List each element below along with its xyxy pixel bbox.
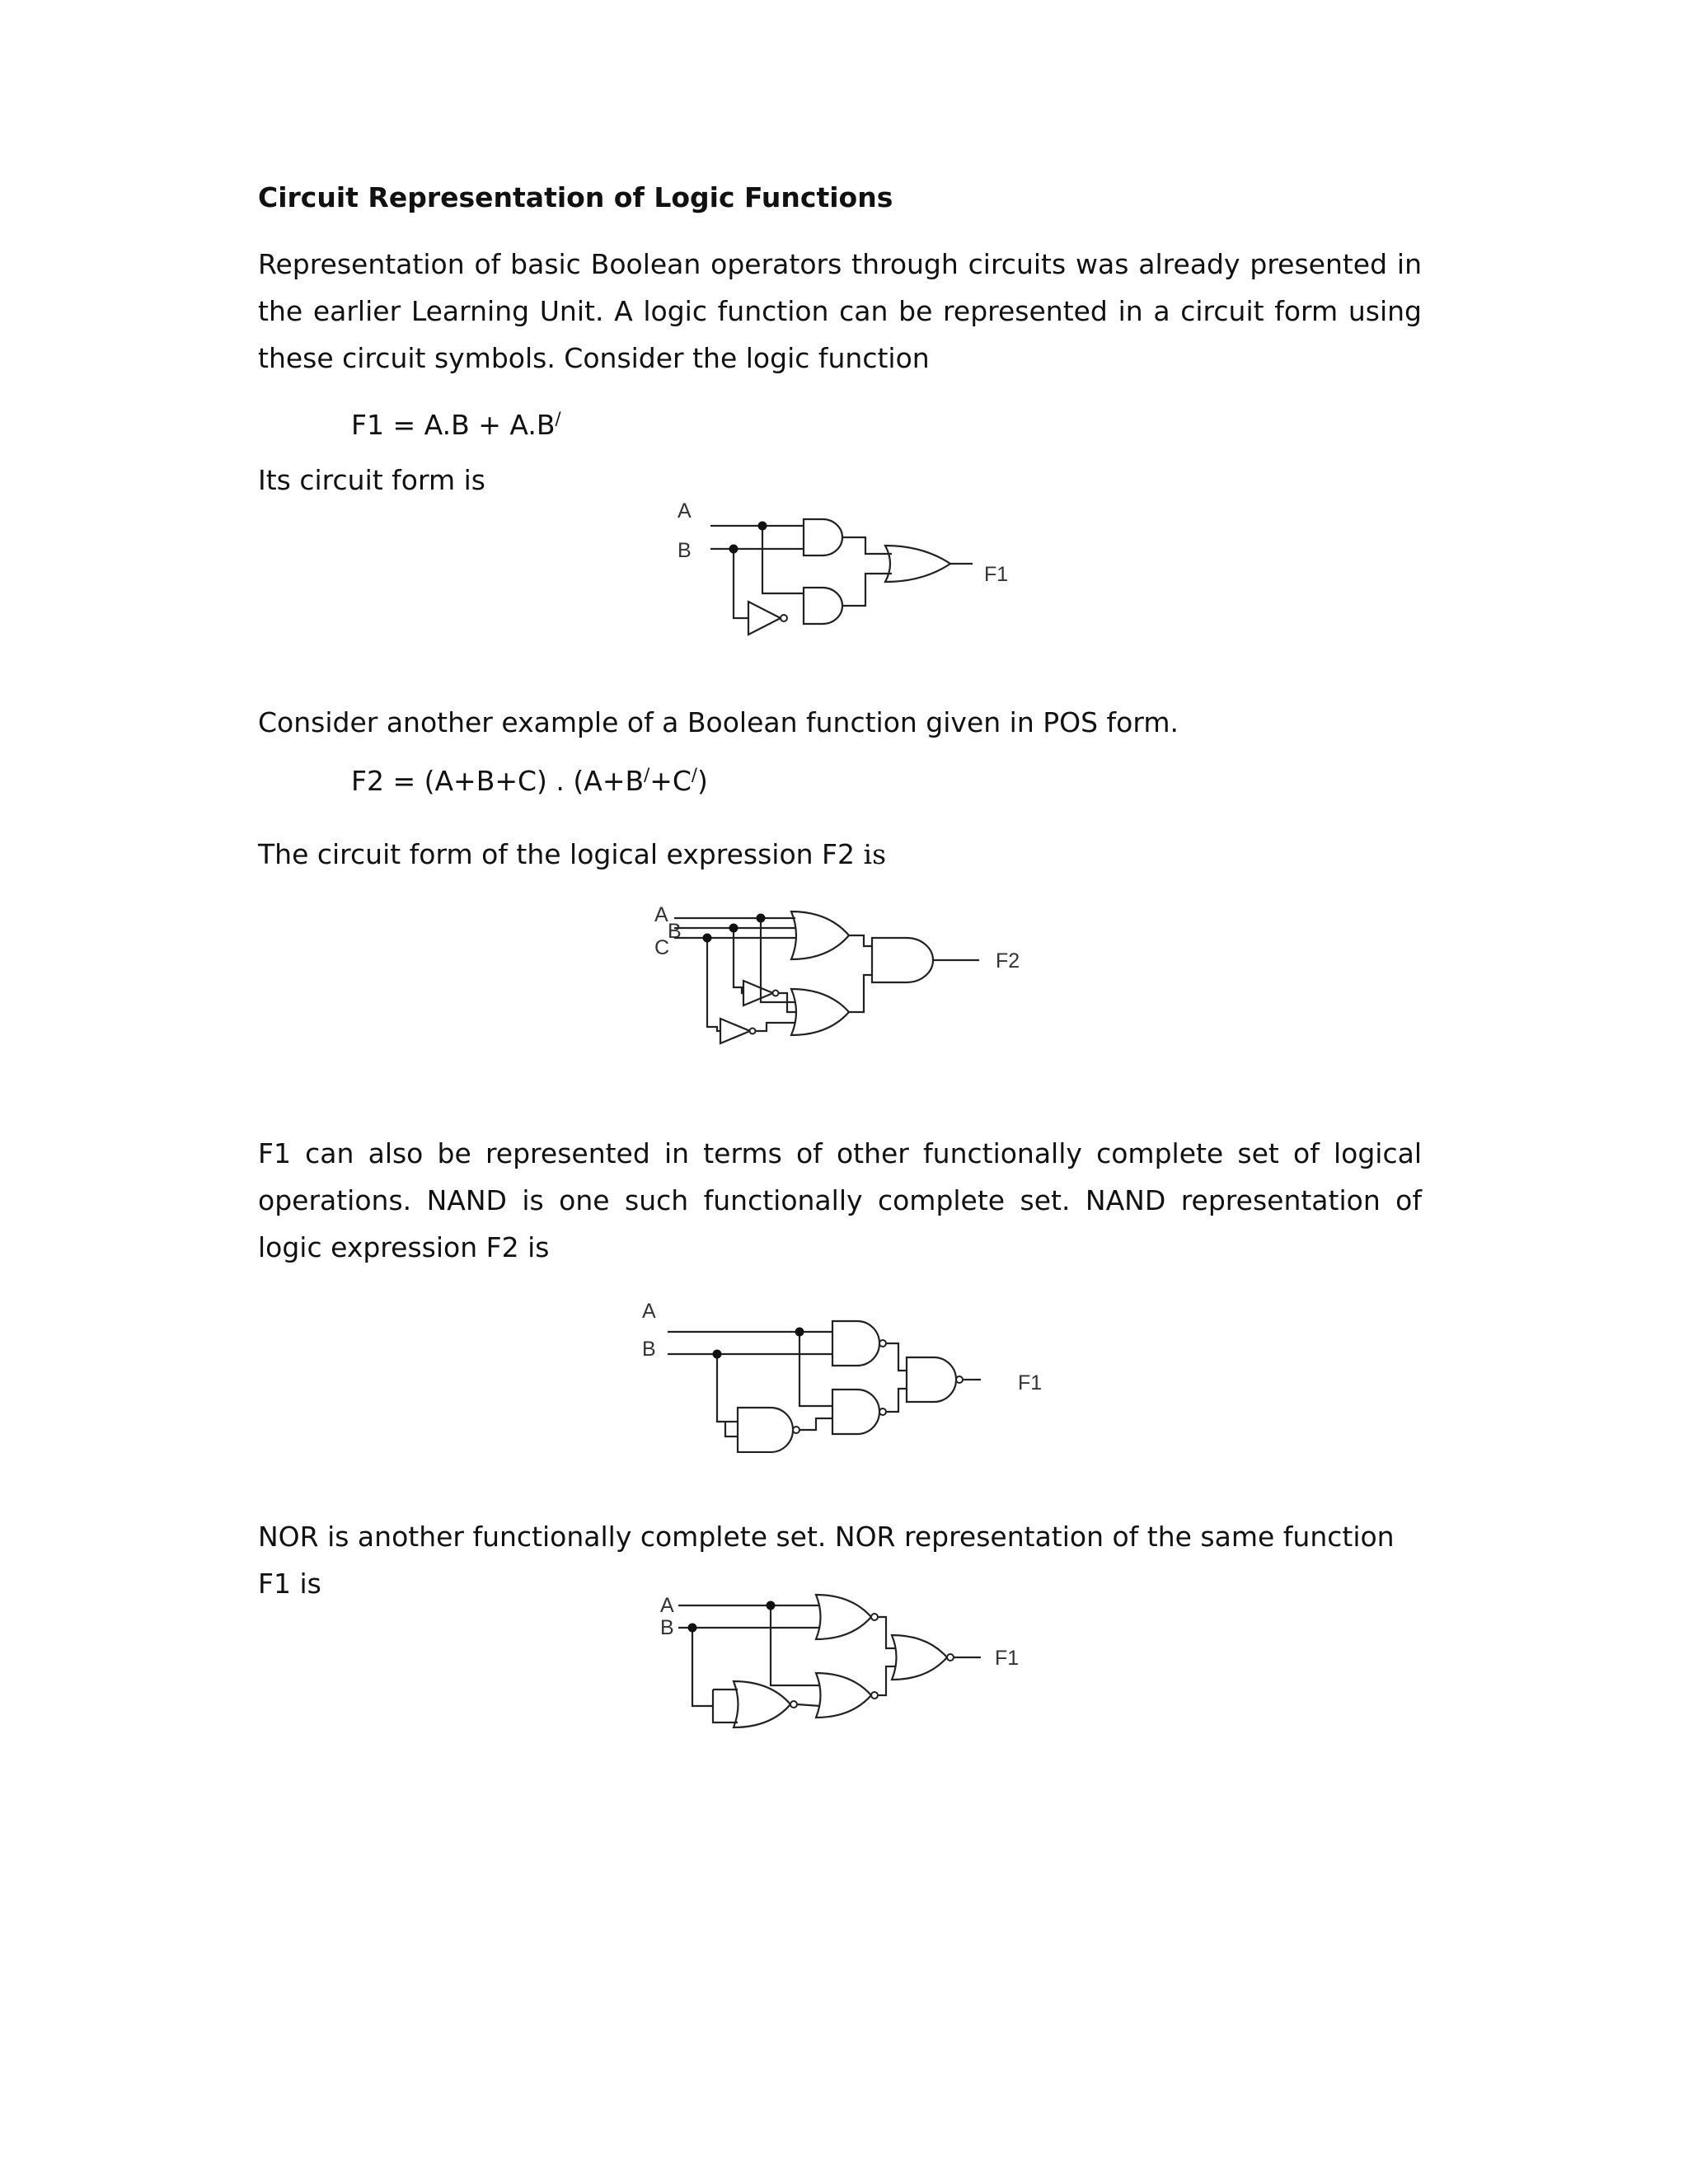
page-title: Circuit Representation of Logic Functions: [258, 181, 893, 213]
diagram2-label-b: B: [668, 920, 682, 943]
equation-f2: [351, 765, 708, 797]
inverter-bubble: [750, 1029, 756, 1034]
and-or-circuit-diagram: [668, 494, 1039, 643]
nor-circuit-diagram: [655, 1591, 1043, 1735]
or-gate: [885, 546, 950, 582]
diagram1-label-b: B: [678, 539, 692, 562]
nor-bubble: [871, 1692, 878, 1699]
junction-dot: [703, 934, 712, 943]
equation-f2-prime-b: /: [644, 765, 650, 785]
equation-f2-part3: ): [696, 765, 708, 797]
junction-dot: [758, 522, 767, 531]
paragraph-pos-example: Consider another example of a Boolean function given in POS form.: [258, 706, 1179, 738]
diagram2-label-a: A: [654, 905, 668, 926]
nand-circuit-diagram: [639, 1296, 1051, 1453]
paragraph-f2-circuit: [258, 831, 1422, 878]
paragraph-intro: Representation of basic Boolean operators through circuits was already presented in the earlier Learning Unit. A logic function can be represented in a circuit form using these circuit symbols. Consider the logic function: [258, 248, 1422, 374]
junction-dot: [688, 1624, 697, 1633]
paragraph-nand: F1 can also be represented in terms of other functionally complete set of logical operations. NAND is one such functionally complete set. NAND representation of logic expression F2 is: [258, 1137, 1422, 1263]
or-and-circuit-diagram: [651, 905, 1039, 1062]
nor-gate-inverter: [734, 1681, 790, 1727]
paragraph-f2-circuit-tail: is: [863, 838, 887, 870]
junction-dot: [713, 1350, 722, 1359]
equation-f2-part2: +C: [649, 765, 692, 797]
equation-f2-part1: F2 = (A+B+C) . (A+B: [351, 765, 645, 797]
not-gate-c: [720, 1019, 750, 1043]
diagram2-label-c: C: [654, 936, 670, 959]
junction-dot: [767, 1601, 776, 1610]
diagram4-label-out: F1: [995, 1647, 1020, 1670]
and-gate-bottom: [804, 588, 842, 624]
equation-f1: [351, 409, 561, 441]
diagram4-wires: [678, 1605, 981, 1722]
nand-gate-inverter: [738, 1408, 793, 1452]
diagram1-label-a: A: [678, 499, 692, 523]
equation-f1-body: F1 = A.B + A.B: [351, 409, 556, 441]
nor-bubble: [947, 1654, 954, 1661]
diagram3-label-b: B: [642, 1338, 656, 1361]
nor-bubble: [871, 1614, 878, 1620]
nand-bubble: [956, 1376, 963, 1383]
nand-gate-output: [907, 1357, 956, 1402]
nand-gate-bottom: [832, 1390, 879, 1434]
nor-gate-top: [816, 1595, 871, 1639]
nor-gate-bottom: [816, 1673, 871, 1718]
diagram4-label-a: A: [660, 1594, 674, 1617]
diagram1-label-out: F1: [984, 563, 1009, 586]
diagram3-label-out: F1: [1018, 1371, 1043, 1394]
and-gate-top: [804, 519, 842, 555]
junction-dot: [729, 545, 738, 554]
or-gate-top: [791, 912, 849, 959]
nand-bubble: [879, 1408, 886, 1415]
junction-dot: [757, 914, 766, 923]
diagram3-label-a: A: [642, 1300, 656, 1323]
inverter-bubble: [781, 615, 787, 621]
diagram2-wires: [674, 918, 979, 1031]
nor-bubble: [790, 1701, 797, 1708]
nor-gate-output: [892, 1635, 947, 1680]
nand-gate-top: [832, 1321, 879, 1366]
nand-bubble: [879, 1340, 886, 1347]
diagram2-label-out: F2: [996, 949, 1020, 972]
diagram3-wires: [668, 1332, 981, 1436]
nand-bubble: [793, 1427, 799, 1433]
equation-f1-prime: /: [555, 409, 561, 429]
and-gate-output: [872, 938, 933, 982]
inverter-bubble: [773, 991, 779, 996]
not-gate: [748, 602, 781, 635]
diagram4-label-b: B: [660, 1616, 674, 1639]
circuit-intro-text: Its circuit form is: [258, 464, 485, 496]
paragraph-nor: NOR is another functionally complete set. NOR representation of the same function F1 is: [258, 1521, 1395, 1600]
junction-dot: [729, 924, 738, 933]
equation-f2-prime-c: /: [691, 765, 697, 785]
paragraph-f2-circuit-text: The circuit form of the logical expression F2: [258, 838, 864, 870]
junction-dot: [795, 1328, 804, 1337]
or-gate-bottom: [791, 989, 849, 1035]
